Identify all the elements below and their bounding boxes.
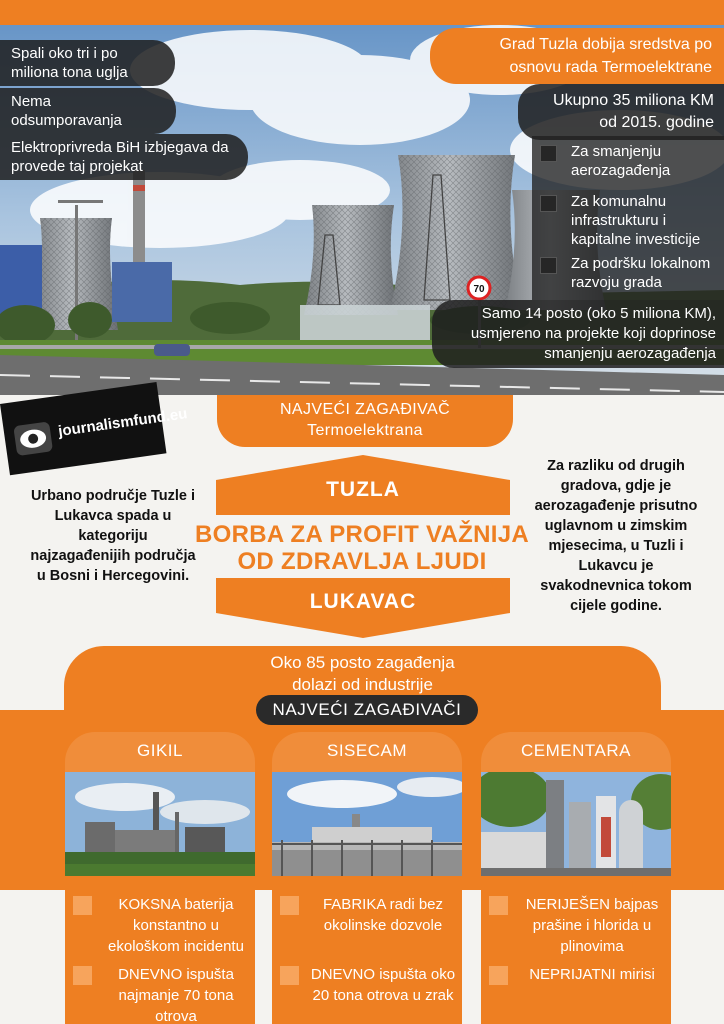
card-sisecam-item-2-text: DNEVNO ispušta oko 20 tona otrova u zrak	[310, 966, 456, 1004]
funds-item-development	[540, 254, 724, 292]
right-context-text: Za razliku od drugih gradova, gdje je aerozagađenje prisutno uglavnom u zimskim mjesecima, u Tuzli i Lukavcu je svakodnevnica tokom cijele godine.	[534, 458, 698, 614]
card-gikil-item-1-text: KOKSNA baterija konstantno u ekološkom incidentu	[108, 896, 244, 955]
gikil-plant-illustration	[65, 772, 255, 876]
card-sisecam-item-2	[280, 964, 460, 1006]
card-gikil-item-2	[73, 964, 253, 1024]
industry-line-2: dolazi od industrije	[292, 675, 433, 694]
speed-limit-value: 70	[473, 284, 485, 295]
card-cementara-item-1	[489, 894, 669, 957]
bullet-square-icon	[489, 966, 508, 985]
largest-polluter-label: NAJVEĆI ZAGAĐIVAČ	[279, 401, 451, 418]
headline	[180, 521, 544, 575]
funds-item-infrastructure	[540, 192, 724, 249]
total-funds-pill: Ukupno 35 miliona KM od 2015. godine	[518, 84, 724, 140]
funds-item-development-text: Za podršku lokalnom razvoju grada	[571, 255, 711, 291]
cement-plant-illustration	[481, 772, 671, 876]
bullet-square-icon	[540, 145, 557, 162]
funds-breakdown-panel	[532, 136, 724, 300]
bullet-square-icon	[489, 896, 508, 915]
card-cementara-title: CEMENTARA	[481, 732, 671, 774]
largest-polluters-label: NAJVEĆI ZAGAĐIVAČI	[256, 695, 478, 725]
left-context-text: Urbano područje Tuzle i Lukavca spada u kategoriju najzagađenijih područja u Bosni i Hercegovini.	[30, 488, 196, 584]
headline-line-2: OD ZDRAVLJA LJUDI	[237, 548, 487, 575]
pill-epbih-avoids: Elektroprivreda BiH izbjegava da provede taj projekat	[0, 134, 248, 180]
card-sisecam-item-1	[280, 894, 460, 936]
bullet-square-icon	[540, 195, 557, 212]
bullet-square-icon	[280, 896, 299, 915]
card-gikil-item-1	[73, 894, 253, 957]
industry-line-1: Oko 85 posto zagađenja	[270, 653, 455, 672]
headline-line-1: BORBA ZA PROFIT VAŽNIJA	[194, 521, 529, 548]
card-cementara-item-2-text: NEPRIJATNI mirisi	[529, 966, 655, 983]
eye-logo-icon	[10, 415, 57, 462]
card-sisecam-body	[272, 876, 462, 1024]
funds-note: Samo 14 posto (oko 5 miliona KM), usmjereno na projekte koji doprinose smanjenju aerozagađenja	[432, 300, 724, 368]
card-cementara-body	[481, 876, 671, 1024]
journalismfund-text: journalismfund.eu	[57, 405, 189, 441]
funds-item-pollution	[540, 142, 724, 180]
largest-polluter-name: Termoelektrana	[307, 422, 423, 439]
card-gikil-item-2-text: DNEVNO ispušta najmanje 70 tona otrova	[118, 966, 234, 1024]
bullet-square-icon	[73, 896, 92, 915]
card-cementara-item-1-text: NERIJEŠEN bajpas prašine i hlorida u plinovima	[525, 896, 659, 955]
city-tuzla: TUZLA	[326, 478, 400, 501]
funds-item-infrastructure-text: Za komunalnu infrastrukturu i kapitalne investicije	[571, 193, 701, 248]
tuzla-funds-header: Grad Tuzla dobija sredstva po osnovu rada Termoelektrane	[430, 28, 724, 84]
pill-coal-burn: Spali oko tri i po miliona tona uglja	[0, 40, 175, 86]
card-cementara-item-2	[489, 964, 669, 985]
largest-polluter-tab	[217, 395, 513, 447]
top-accent-strip	[0, 0, 724, 25]
bullet-square-icon	[73, 966, 92, 985]
bullet-square-icon	[280, 966, 299, 985]
card-sisecam-item-1-text: FABRIKA radi bez okolinske dozvole	[322, 896, 444, 934]
card-gikil-body	[65, 876, 255, 1024]
card-gikil-title: GIKIL	[65, 732, 255, 774]
funds-item-pollution-text: Za smanjenju aerozagađenja	[571, 143, 671, 179]
card-sisecam-photo	[272, 772, 462, 876]
journalismfund-badge	[0, 382, 189, 475]
card-cementara-photo	[481, 772, 671, 876]
city-lukavac: LUKAVAC	[309, 590, 417, 613]
bullet-square-icon	[540, 257, 557, 274]
card-sisecam-title: SISECAM	[272, 732, 462, 774]
sisecam-factory-illustration	[272, 772, 462, 876]
card-gikil-photo	[65, 772, 255, 876]
pill-no-desulphurization: Nema odsumporavanja	[0, 88, 176, 134]
